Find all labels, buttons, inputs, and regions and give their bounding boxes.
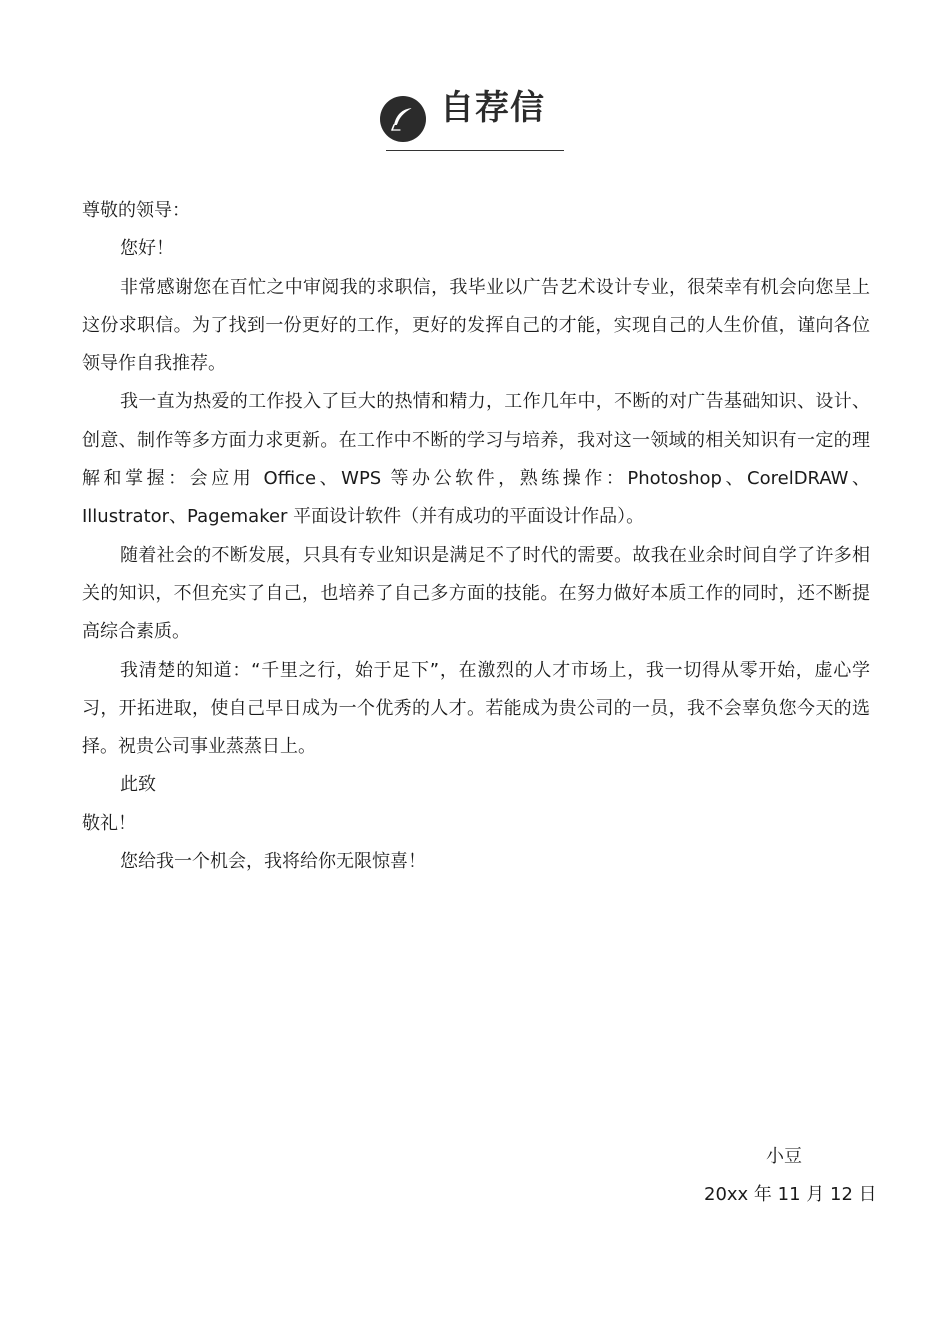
postscript: 您给我一个机会，我将给你无限惊喜！ [120,851,426,873]
logo-badge [380,96,426,142]
greeting: 您好！ [120,238,174,260]
signature-name: 小豆 [766,1146,802,1167]
page-title: 自荐信 [440,88,545,128]
title-underline [386,150,564,151]
salutation: 尊敬的领导： [82,200,190,221]
paragraph-2: 我一直为热爱的工作投入了巨大的热情和精力，工作几年中，不断的对广告基础知识、设计、创意、制作等多方面力求更新。在工作中不断的学习与培养，我对这一领域的相关知识有一定的理解和掌握：会应用 Office、WPS 等办公软件，熟练操作：Photoshop、CorelDRAW、Illustrator、Pagemaker 平面设计软件（并有成功的平面设计作品）。 [82,391,870,528]
paragraph-3: 随着社会的不断发展，只具有专业知识是满足不了时代的需要。故我在业余时间自学了许多相关的知识，不但充实了自己，也培养了自己多方面的技能。在努力做好本质工作的同时，还不断提高综合素质。 [82,544,870,643]
paragraph-1: 非常感谢您在百忙之中审阅我的求职信，我毕业以广告艺术设计专业，很荣幸有机会向您呈上这份求职信。为了找到一份更好的工作，更好的发挥自己的才能，实现自己的人生价值，谨向各位领导作自我推荐。 [82,276,870,375]
letter-body [82,192,870,881]
closing-line-2: 敬礼！ [82,812,136,834]
header [0,80,950,160]
paragraph-4: 我清楚的知道：“千里之行，始于足下”，在激烈的人才市场上，我一切得从零开始，虚心学习，开拓进取，使自己早日成为一个优秀的人才。若能成为贵公司的一员，我不会辜负您今天的选择。祝贵公司事业蒸蒸日上。 [82,659,870,758]
closing-line-1: 此致 [120,774,156,796]
signature-date: 20xx 年 11 月 12 日 [704,1184,877,1205]
feather-icon [388,104,418,134]
